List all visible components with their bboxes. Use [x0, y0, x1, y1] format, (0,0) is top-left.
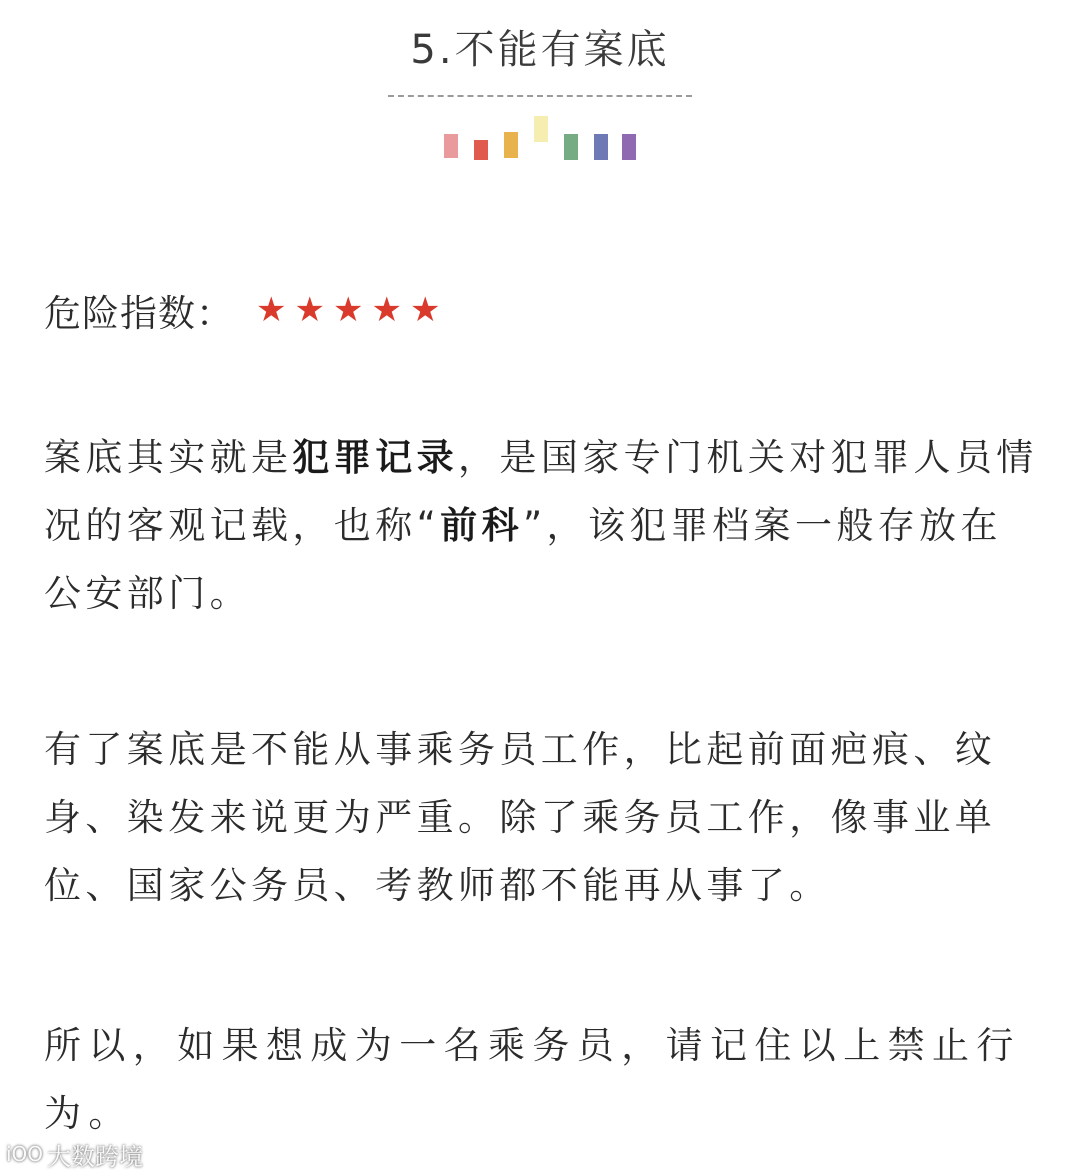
- star-icon: ★: [256, 290, 287, 330]
- title-divider: [388, 95, 692, 97]
- color-bar: [444, 134, 458, 158]
- color-bar: [622, 134, 636, 160]
- color-bar-decoration: [438, 110, 648, 170]
- star-icon: ★: [294, 290, 325, 330]
- danger-rating: [44, 282, 448, 338]
- paragraph-conclusion: 所以，如果想成为一名乘务员，请记住以上禁止行为。: [44, 1024, 1021, 1135]
- paragraph-text: ，是国家专门机关对犯罪人员情况的客观记载，也称“: [44, 436, 1038, 547]
- rating-label: 危险指数：: [44, 292, 234, 335]
- watermark-logo: iOO: [6, 1142, 44, 1166]
- color-bar: [474, 140, 488, 160]
- rating-stars: [256, 290, 448, 330]
- color-bar: [534, 116, 548, 142]
- color-bar: [504, 132, 518, 158]
- star-icon: ★: [409, 290, 441, 330]
- section-title: 5.不能有案底: [410, 27, 670, 73]
- color-bar: [594, 134, 608, 160]
- paragraph-text: ”，该犯罪档案一般存放在公安部门。: [44, 504, 1002, 615]
- paragraph-definition: [44, 424, 1039, 628]
- watermark-text: 大数跨境: [47, 1142, 144, 1171]
- star-icon: ★: [332, 290, 364, 330]
- bold-term-criminal-record: 犯罪记录: [292, 436, 459, 479]
- bold-term-prior-record: 前科: [440, 504, 523, 547]
- watermark: [6, 1134, 143, 1174]
- color-bar: [564, 134, 578, 160]
- paragraph-consequences: 有了案底是不能从事乘务员工作，比起前面疤痕、纹身、染发来说更为严重。除了乘务员工作，像事业单位、国家公务员、考教师都不能再从事了。: [44, 728, 997, 907]
- paragraph-text: 案底其实就是: [44, 436, 293, 479]
- star-icon: ★: [371, 290, 402, 330]
